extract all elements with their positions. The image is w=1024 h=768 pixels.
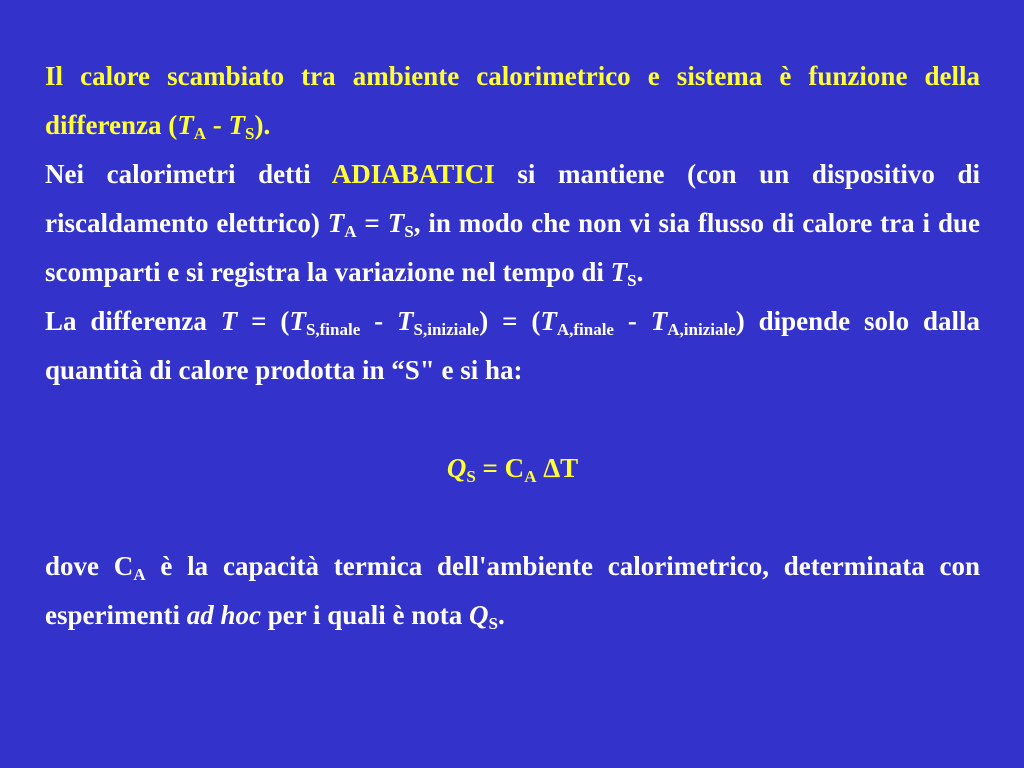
spacer xyxy=(45,395,980,444)
spacer xyxy=(45,493,980,542)
slide-content xyxy=(45,52,980,640)
heat-formula: $Q_S = C_A$ ΔT xyxy=(446,453,579,486)
adiabatic-highlight: ADIABATICI xyxy=(331,159,495,189)
paragraph-difference: La differenza $T = (T_{S,finale} - T_{S,iniziale}) = (T_{A,finale} - T_{A,iniziale})$ dipende solo dalla quantità di calore prodotta in “S" e si ha: xyxy=(45,306,980,385)
paragraph-capacity: dove $C_A$ è la capacità termica dell'ambiente calorimetrico, determinata con esperimenti ad hoc per i quali è nota $Q_S$. xyxy=(45,551,980,633)
paragraph-adiabatic: Nei calorimetri detti ADIABATICI si mantiene (con un dispositivo di riscaldamento elettrico) $T_A = T_S$, in modo che non vi sia flusso di calore tra i due scomparti e si registra la variazione nel tempo di $T_S$. xyxy=(45,159,980,290)
paragraph-intro: Il calore scambiato tra ambiente calorimetrico e sistema è funzione della differenza $(T_A - T_S)$. xyxy=(45,61,980,143)
